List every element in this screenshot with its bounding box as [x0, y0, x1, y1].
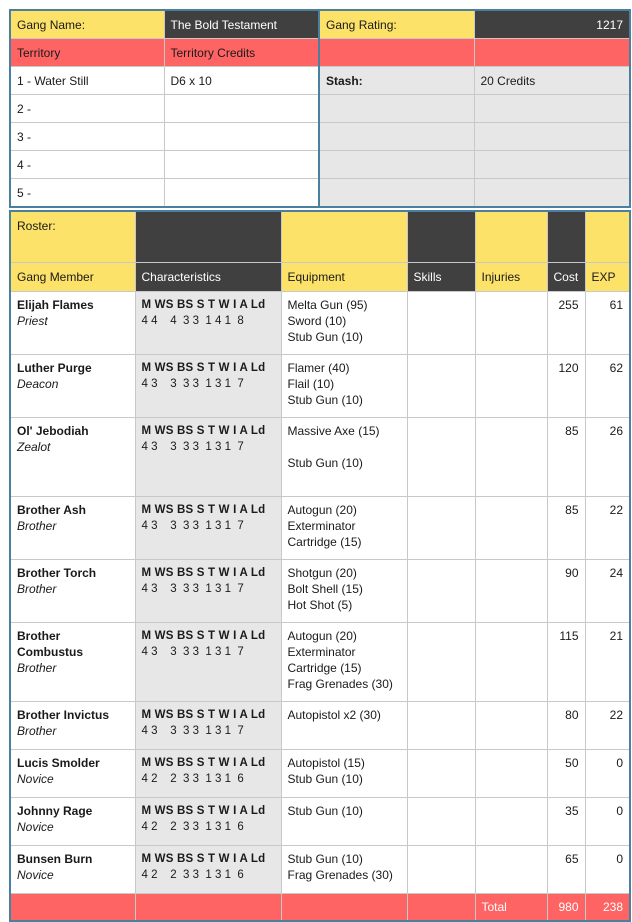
stat-header: M WS BS S T W I A Ld — [141, 709, 266, 721]
roster-header-row — [10, 263, 630, 292]
member-name: Bunsen Burn — [17, 852, 93, 866]
stat-header: M WS BS S T W I A Ld — [141, 853, 266, 865]
stat-values: 4 2 2 3 3 1 3 1 6 — [141, 869, 244, 881]
member-name: Elijah Flames — [17, 298, 94, 312]
member-name: Brother Combustus — [17, 629, 83, 659]
equipment-item: Stub Gun (10) — [287, 804, 363, 818]
territory-credits[interactable] — [164, 179, 319, 208]
stat-values: 4 3 3 3 3 1 3 1 7 — [141, 583, 244, 595]
stat-header: M WS BS S T W I A Ld — [141, 805, 266, 817]
stash-cell[interactable] — [474, 151, 630, 179]
member-name: Brother Invictus — [17, 708, 110, 722]
stat-values: 4 4 4 3 3 1 4 1 8 — [141, 315, 244, 327]
stat-header: M WS BS S T W I A Ld — [141, 299, 266, 311]
roster-member-row — [10, 623, 630, 702]
exp-cell[interactable]: 22 — [585, 702, 630, 750]
territory-name[interactable]: 2 - — [10, 95, 164, 123]
territory-credits[interactable] — [164, 95, 319, 123]
equipment-item: Autogun (20) — [287, 629, 357, 643]
member-cell[interactable] — [10, 702, 135, 750]
equipment-item: Stub Gun (10) — [287, 330, 363, 344]
stat-header: M WS BS S T W I A Ld — [141, 425, 266, 437]
member-role: Zealot — [17, 440, 51, 454]
territory-name[interactable]: 3 - — [10, 123, 164, 151]
characteristics-cell[interactable] — [135, 798, 281, 846]
equipment-item: Stub Gun (10) — [287, 852, 363, 866]
stash-cell[interactable] — [474, 95, 630, 123]
cost-cell[interactable]: 85 — [547, 497, 585, 560]
exp-cell[interactable]: 0 — [585, 750, 630, 798]
equipment-cell[interactable] — [281, 750, 407, 798]
member-role: Brother — [17, 661, 57, 675]
territory-credits-label: Territory Credits — [164, 39, 319, 67]
territory-row — [10, 67, 630, 95]
equipment-item: Cartridge (15) — [287, 535, 362, 549]
col-header-cost: Cost — [547, 263, 585, 292]
characteristics-cell[interactable] — [135, 560, 281, 623]
member-cell[interactable] — [10, 497, 135, 560]
skills-cell[interactable] — [407, 560, 475, 623]
total-blank — [135, 894, 281, 922]
equipment-item: Autogun (20) — [287, 503, 357, 517]
member-name: Lucis Smolder — [17, 756, 100, 770]
roster-member-row — [10, 560, 630, 623]
stash-cell[interactable] — [319, 95, 474, 123]
member-role: Brother — [17, 519, 57, 533]
characteristics-cell[interactable] — [135, 355, 281, 418]
skills-cell[interactable] — [407, 750, 475, 798]
roster-title-blank — [585, 211, 630, 263]
equipment-item: Stub Gun (10) — [287, 772, 363, 786]
equipment-gap — [288, 439, 401, 455]
cost-cell[interactable]: 90 — [547, 560, 585, 623]
member-cell[interactable] — [10, 292, 135, 355]
member-role: Brother — [17, 582, 57, 596]
territory-row — [10, 95, 630, 123]
equipment-item: Hot Shot (5) — [287, 598, 353, 612]
stat-values: 4 2 2 3 3 1 3 1 6 — [141, 821, 244, 833]
equipment-item: Exterminator — [287, 645, 356, 659]
stash-cell[interactable] — [319, 123, 474, 151]
equipment-item: Stub Gun (10) — [287, 456, 363, 470]
skills-cell[interactable] — [407, 497, 475, 560]
skills-cell[interactable] — [407, 702, 475, 750]
equipment-item: Melta Gun (95) — [287, 298, 368, 312]
injuries-cell[interactable] — [475, 623, 547, 702]
member-role: Deacon — [17, 377, 59, 391]
equipment-item: Sword (10) — [287, 314, 347, 328]
exp-cell[interactable]: 26 — [585, 418, 630, 497]
equipment-item: Massive Axe (15) — [287, 424, 380, 438]
member-name: Luther Purge — [17, 361, 92, 375]
territory-name[interactable]: 5 - — [10, 179, 164, 208]
gang-header-row — [10, 10, 630, 39]
equipment-cell[interactable] — [281, 292, 407, 355]
stat-header: M WS BS S T W I A Ld — [141, 757, 266, 769]
member-name: Ol' Jebodiah — [17, 424, 89, 438]
roster-member-row — [10, 846, 630, 894]
equipment-cell[interactable] — [281, 560, 407, 623]
total-blank — [10, 894, 135, 922]
member-cell[interactable] — [10, 560, 135, 623]
territory-name[interactable]: 4 - — [10, 151, 164, 179]
territory-blank-cell — [319, 39, 474, 67]
col-header-characteristics: Characteristics — [135, 263, 281, 292]
characteristics-cell[interactable] — [135, 750, 281, 798]
equipment-item: Cartridge (15) — [287, 661, 362, 675]
col-header-exp: EXP — [585, 263, 630, 292]
gang-name-label: Gang Name: — [10, 10, 164, 39]
equipment-item: Flamer (40) — [287, 361, 350, 375]
roster-body — [10, 292, 630, 894]
injuries-cell[interactable] — [475, 750, 547, 798]
cost-cell[interactable]: 65 — [547, 846, 585, 894]
exp-cell[interactable]: 22 — [585, 497, 630, 560]
equipment-item: Autopistol x2 (30) — [287, 708, 381, 722]
injuries-cell[interactable] — [475, 497, 547, 560]
characteristics-cell[interactable] — [135, 623, 281, 702]
member-name: Brother Ash — [17, 503, 86, 517]
territory-row — [10, 123, 630, 151]
exp-cell[interactable]: 24 — [585, 560, 630, 623]
injuries-cell[interactable] — [475, 702, 547, 750]
territory-credits[interactable] — [164, 123, 319, 151]
member-role: Novice — [17, 820, 54, 834]
equipment-item: Stub Gun (10) — [287, 393, 363, 407]
member-cell[interactable] — [10, 750, 135, 798]
exp-cell[interactable]: 0 — [585, 846, 630, 894]
cost-cell[interactable]: 120 — [547, 355, 585, 418]
col-header-equipment: Equipment — [281, 263, 407, 292]
roster-title-blank — [475, 211, 547, 263]
injuries-cell[interactable] — [475, 418, 547, 497]
stash-cell[interactable] — [319, 179, 474, 208]
stat-header: M WS BS S T W I A Ld — [141, 567, 266, 579]
injuries-cell[interactable] — [475, 292, 547, 355]
stash-cell[interactable] — [474, 123, 630, 151]
col-header-skills: Skills — [407, 263, 475, 292]
member-cell[interactable] — [10, 798, 135, 846]
stash-value[interactable]: 20 Credits — [474, 67, 630, 95]
equipment-item: Autopistol (15) — [287, 756, 365, 770]
equipment-cell[interactable] — [281, 418, 407, 497]
equipment-item: Frag Grenades (30) — [287, 868, 393, 882]
cost-cell[interactable]: 50 — [547, 750, 585, 798]
stat-values: 4 3 3 3 3 1 3 1 7 — [141, 520, 244, 532]
equipment-cell[interactable] — [281, 846, 407, 894]
member-name: Brother Torch — [17, 566, 97, 580]
cost-cell[interactable]: 255 — [547, 292, 585, 355]
cost-cell[interactable]: 35 — [547, 798, 585, 846]
characteristics-cell[interactable] — [135, 418, 281, 497]
total-blank — [281, 894, 407, 922]
skills-cell[interactable] — [407, 355, 475, 418]
stash-label: Stash: — [319, 67, 474, 95]
col-header-injuries: Injuries — [475, 263, 547, 292]
roster-title-row — [10, 211, 630, 263]
exp-cell[interactable]: 0 — [585, 798, 630, 846]
injuries-cell[interactable] — [475, 560, 547, 623]
stat-values: 4 3 3 3 3 1 3 1 7 — [141, 725, 244, 737]
total-blank — [407, 894, 475, 922]
equipment-item: Bolt Shell (15) — [287, 582, 363, 596]
stat-values: 4 3 3 3 3 1 3 1 7 — [141, 646, 244, 658]
member-cell[interactable] — [10, 623, 135, 702]
stat-header: M WS BS S T W I A Ld — [141, 362, 266, 374]
injuries-cell[interactable] — [475, 355, 547, 418]
injuries-cell[interactable] — [475, 846, 547, 894]
stat-values: 4 3 3 3 3 1 3 1 7 — [141, 378, 244, 390]
territory-row — [10, 151, 630, 179]
stat-values: 4 3 3 3 3 1 3 1 7 — [141, 441, 244, 453]
characteristics-cell[interactable] — [135, 846, 281, 894]
equipment-item: Frag Grenades (30) — [287, 677, 393, 691]
stat-header: M WS BS S T W I A Ld — [141, 630, 266, 642]
exp-cell[interactable]: 62 — [585, 355, 630, 418]
roster-member-row — [10, 292, 630, 355]
characteristics-cell[interactable] — [135, 292, 281, 355]
equipment-cell[interactable] — [281, 497, 407, 560]
characteristics-cell[interactable] — [135, 702, 281, 750]
equipment-item: Shotgun (20) — [287, 566, 357, 580]
member-role: Novice — [17, 772, 54, 786]
equipment-cell[interactable] — [281, 623, 407, 702]
total-exp: 238 — [585, 894, 630, 922]
roster-table — [9, 210, 631, 922]
roster-member-row — [10, 798, 630, 846]
roster-member-row — [10, 497, 630, 560]
gang-rating-value[interactable]: 1217 — [474, 10, 630, 39]
roster-total-row — [10, 894, 630, 922]
stat-header: M WS BS S T W I A Ld — [141, 504, 266, 516]
equipment-cell[interactable] — [281, 798, 407, 846]
gang-info-table — [9, 9, 631, 208]
cost-cell[interactable]: 85 — [547, 418, 585, 497]
member-role: Priest — [17, 314, 48, 328]
member-name: Johnny Rage — [17, 804, 93, 818]
total-cost: 980 — [547, 894, 585, 922]
territory-name[interactable]: 1 - Water Still — [10, 67, 164, 95]
territory-credits[interactable]: D6 x 10 — [164, 67, 319, 95]
roster-member-row — [10, 355, 630, 418]
member-cell[interactable] — [10, 846, 135, 894]
territory-blank-cell — [474, 39, 630, 67]
stat-values: 4 2 2 3 3 1 3 1 6 — [141, 773, 244, 785]
skills-cell[interactable] — [407, 292, 475, 355]
col-header-member: Gang Member — [10, 263, 135, 292]
equipment-cell[interactable] — [281, 355, 407, 418]
territory-header-row — [10, 39, 630, 67]
roster-title-blank — [135, 211, 281, 263]
total-label: Total — [475, 894, 547, 922]
equipment-item: Flail (10) — [287, 377, 335, 391]
roster-member-row — [10, 750, 630, 798]
gang-name-value[interactable]: The Bold Testament — [164, 10, 319, 39]
skills-cell[interactable] — [407, 846, 475, 894]
roster-title-blank — [407, 211, 475, 263]
territory-credits[interactable] — [164, 151, 319, 179]
equipment-cell[interactable] — [281, 702, 407, 750]
member-cell[interactable] — [10, 355, 135, 418]
roster-member-row — [10, 702, 630, 750]
roster-title-blank — [281, 211, 407, 263]
equipment-item: Exterminator — [287, 519, 356, 533]
member-role: Brother — [17, 724, 57, 738]
cost-cell[interactable]: 115 — [547, 623, 585, 702]
exp-cell[interactable]: 21 — [585, 623, 630, 702]
territory-label: Territory — [10, 39, 164, 67]
skills-cell[interactable] — [407, 623, 475, 702]
skills-cell[interactable] — [407, 798, 475, 846]
stash-cell[interactable] — [319, 151, 474, 179]
roster-title: Roster: — [10, 211, 135, 263]
member-cell[interactable] — [10, 418, 135, 497]
skills-cell[interactable] — [407, 418, 475, 497]
exp-cell[interactable]: 61 — [585, 292, 630, 355]
roster-member-row — [10, 418, 630, 497]
member-role: Novice — [17, 868, 54, 882]
stash-cell[interactable] — [474, 179, 630, 208]
territory-row — [10, 179, 630, 208]
roster-title-blank — [547, 211, 585, 263]
cost-cell[interactable]: 80 — [547, 702, 585, 750]
gang-rating-label: Gang Rating: — [319, 10, 474, 39]
injuries-cell[interactable] — [475, 798, 547, 846]
characteristics-cell[interactable] — [135, 497, 281, 560]
